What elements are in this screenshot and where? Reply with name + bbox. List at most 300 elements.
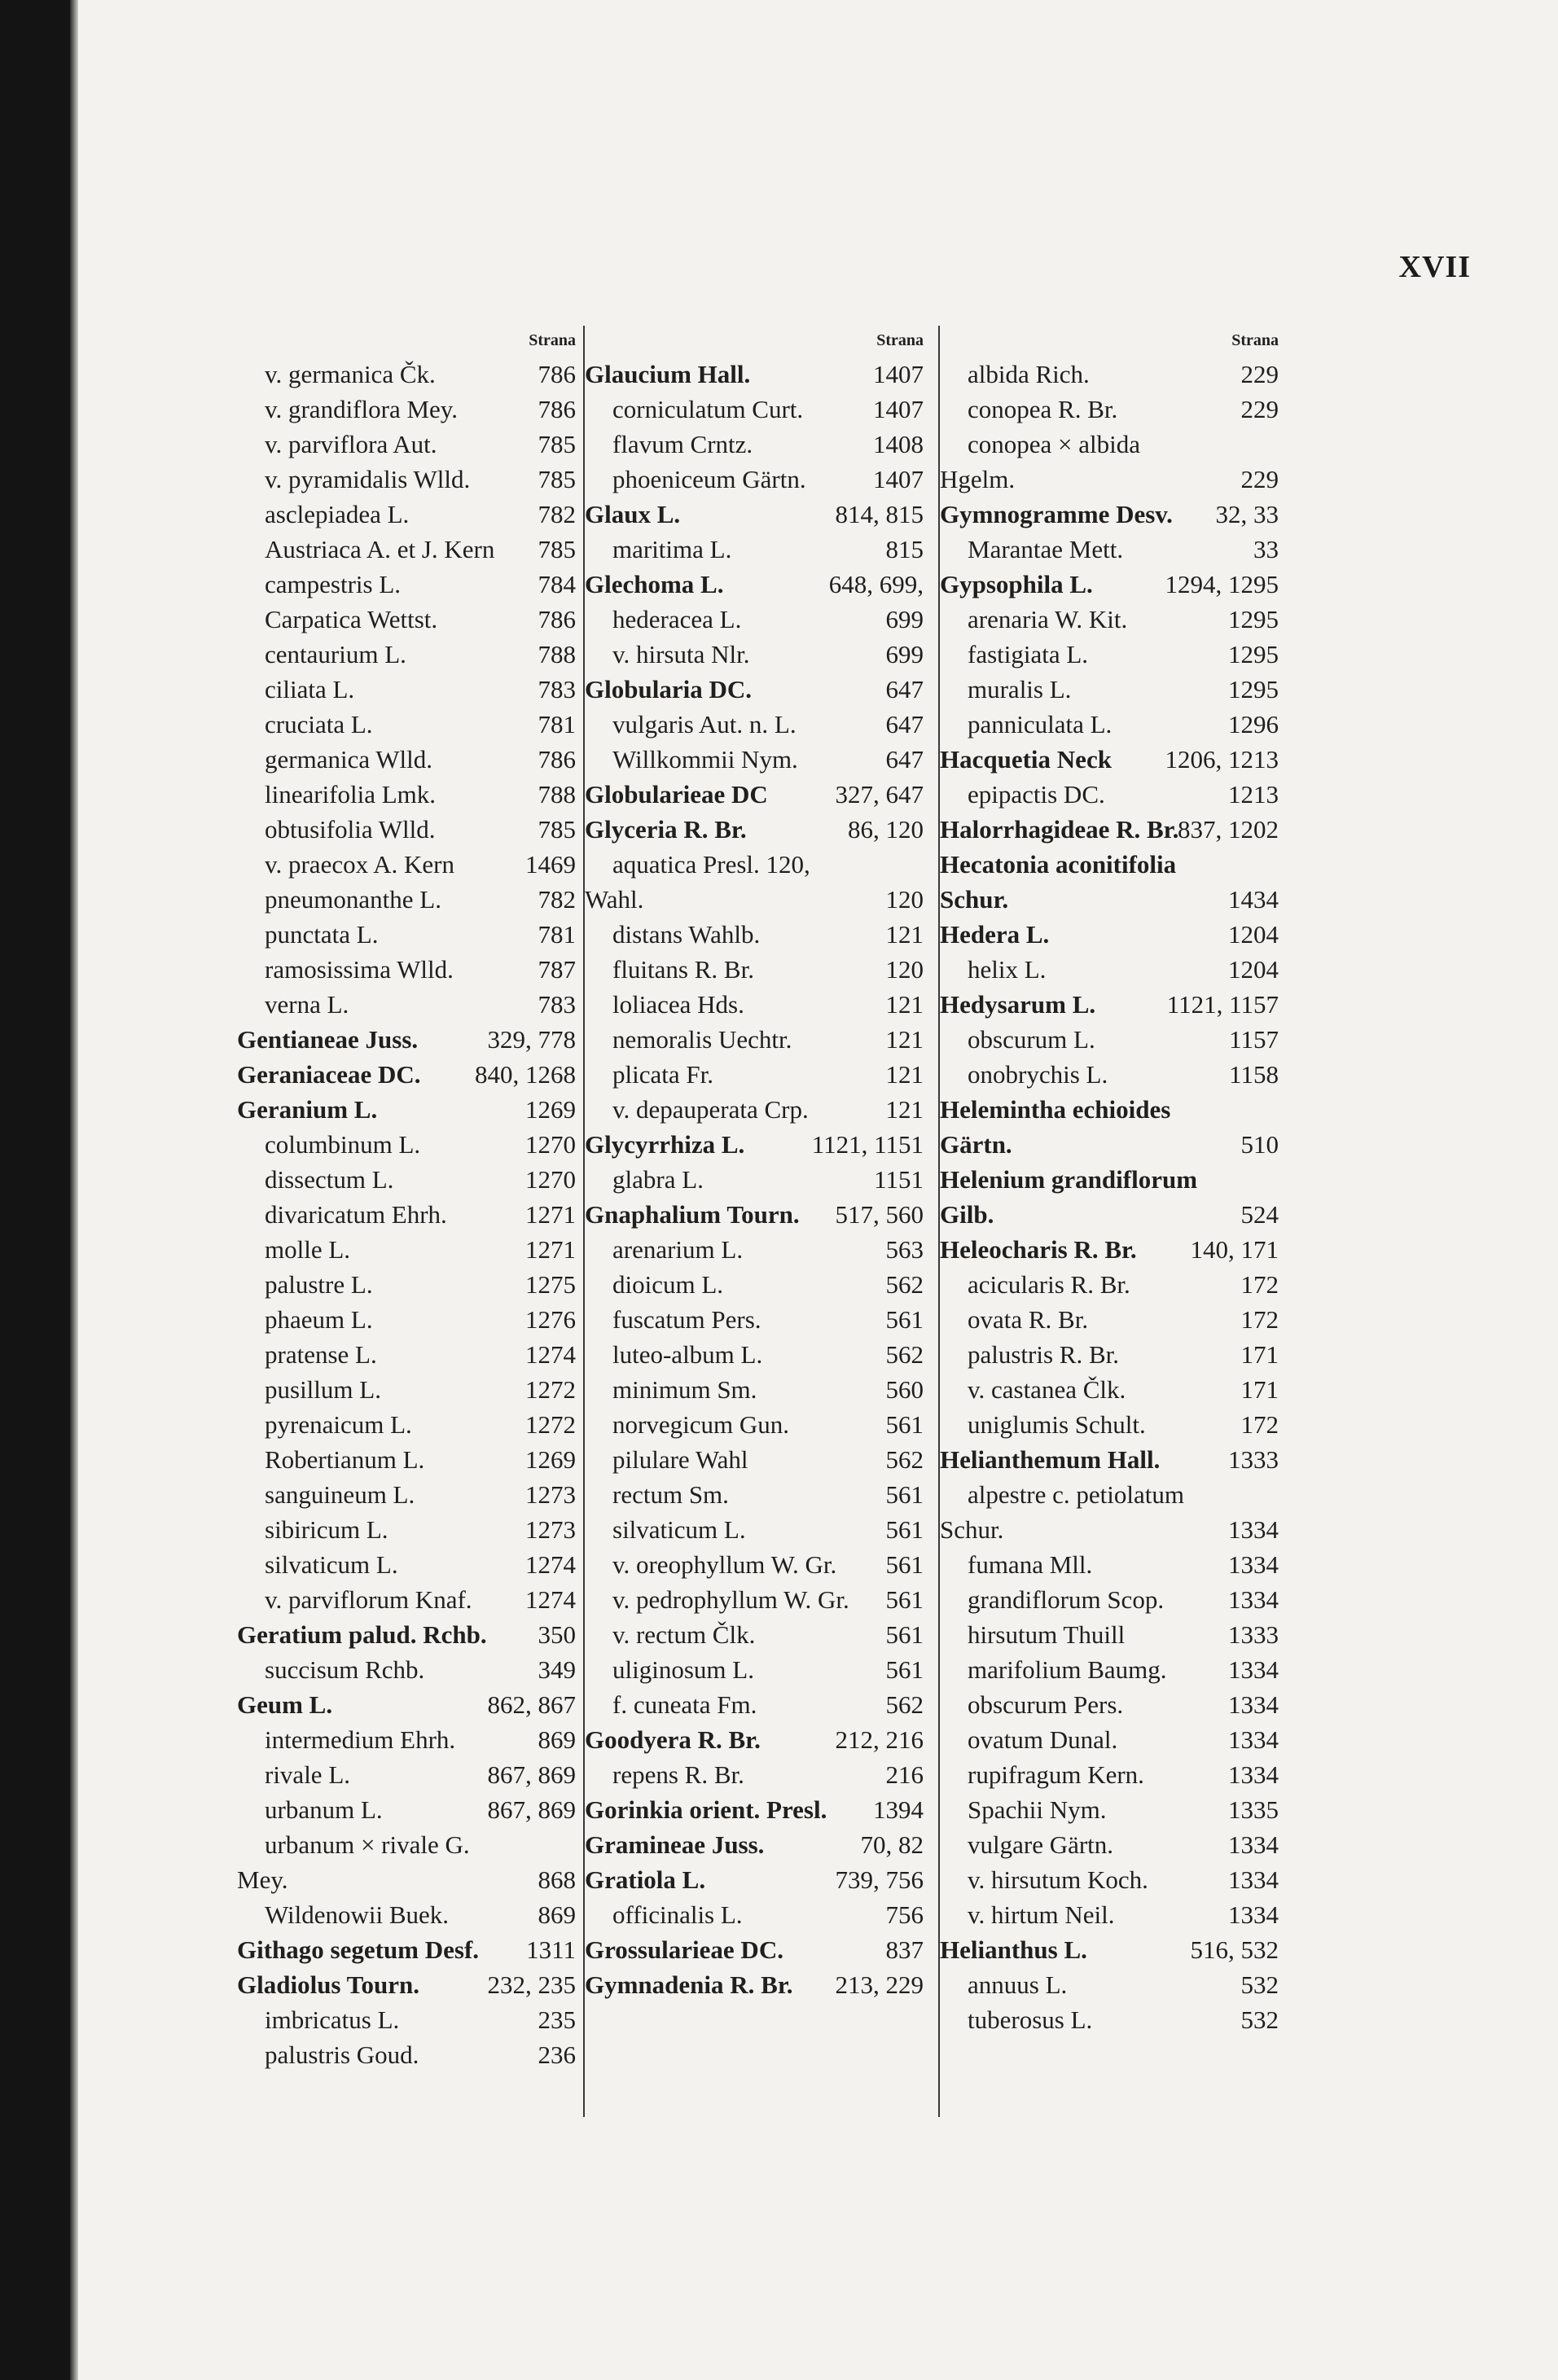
index-entry [585, 1477, 927, 1512]
entry-page-ref: 1273 [525, 1480, 576, 1509]
entry-name: norvegicum Gun. [612, 1410, 789, 1439]
index-entry [940, 777, 1282, 812]
entry-name: glabra L. [612, 1165, 704, 1194]
entry-name: maritima L. [612, 535, 732, 563]
index-entry-genus [237, 1092, 579, 1127]
index-entry-genus [237, 1617, 579, 1652]
index-entry [585, 637, 927, 672]
entry-name: urbanum L. [265, 1795, 383, 1824]
index-entry [237, 1477, 579, 1512]
entry-name: Gymnogramme Desv. [940, 500, 1173, 528]
index-entry [237, 847, 579, 882]
entry-page-ref: 647 [885, 745, 924, 774]
entry-name: Wildenowii Buek. [265, 1900, 450, 1929]
index-entry [940, 357, 1282, 392]
index-entry-genus [940, 1442, 1282, 1477]
entry-name: rivale L. [265, 1760, 351, 1789]
entry-page-ref: 120 [885, 885, 924, 914]
index-entry [237, 1337, 579, 1372]
index-entry [237, 1652, 579, 1687]
entry-name: Halorrhagideae R. Br. [940, 815, 1179, 844]
entry-page-ref: 1334 [1228, 1830, 1279, 1859]
entry-name: grandiflorum Scop. [968, 1585, 1165, 1614]
entry-name: panniculata L. [968, 710, 1113, 739]
entry-page-ref: 782 [538, 885, 576, 914]
index-entry [237, 1547, 579, 1582]
entry-page-ref: 213, 229 [835, 1970, 924, 1999]
entry-page-ref: 561 [885, 1305, 924, 1334]
entry-page-ref: 785 [538, 430, 576, 458]
index-entry [237, 917, 579, 952]
entry-page-ref: 786 [538, 395, 576, 423]
entry-page-ref: 1334 [1228, 1550, 1279, 1579]
entry-page-ref: 647 [885, 675, 924, 703]
entry-page-ref: 516, 532 [1190, 1935, 1279, 1964]
entry-name: rupifragum Kern. [968, 1760, 1144, 1789]
entry-name: arenarium L. [612, 1235, 744, 1264]
entry-name: urbanum × rivale G. Mey. [237, 1830, 470, 1894]
index-entry-genus [940, 987, 1282, 1022]
index-entry [585, 1022, 927, 1057]
entry-page-ref: 814, 815 [835, 500, 924, 528]
entry-page-ref: 350 [538, 1620, 576, 1649]
index-entry [585, 1407, 927, 1442]
entry-name: sibiricum L. [265, 1515, 388, 1544]
entry-page-ref: 327, 647 [835, 780, 924, 809]
entry-page-ref: 1434 [1228, 885, 1279, 914]
entry-name: v. grandiflora Mey. [265, 395, 459, 423]
scan-edge [70, 0, 78, 2380]
entry-page-ref: 563 [885, 1235, 924, 1264]
entry-name: Marantae Mett. [968, 535, 1124, 563]
index-entry-genus [585, 1862, 927, 1897]
entry-page-ref: 172 [1240, 1305, 1279, 1334]
index-entry [940, 602, 1282, 637]
entry-name: Gnaphalium Tourn. [585, 1200, 800, 1229]
entry-name: fluitans R. Br. [612, 955, 754, 984]
entry-name: Hedera L. [940, 920, 1050, 949]
entry-name: Helianthus L. [940, 1935, 1087, 1964]
entry-page-ref: 1270 [525, 1165, 576, 1194]
entry-name: obscurum L. [968, 1025, 1095, 1054]
index-entry [940, 1547, 1282, 1582]
entry-page-ref: 561 [885, 1480, 924, 1509]
index-entry [585, 1652, 927, 1687]
entry-page-ref: 1334 [1228, 1900, 1279, 1929]
entry-page-ref: 1334 [1228, 1515, 1279, 1544]
entry-name: aquatica Presl. 120, Wahl. [585, 850, 810, 914]
index-entry-genus [940, 812, 1282, 847]
entry-name: uniglumis Schult. [968, 1410, 1146, 1439]
entry-name: Globularia DC. [585, 675, 752, 703]
entry-page-ref: 172 [1240, 1410, 1279, 1439]
entry-name: Gramineae Juss. [585, 1830, 765, 1859]
index-entry [237, 1582, 579, 1617]
entry-page-ref: 1294, 1295 [1165, 570, 1279, 598]
index-entry [940, 1722, 1282, 1757]
entry-page-ref: 1295 [1228, 605, 1279, 633]
entry-name: hirsutum Thuill [968, 1620, 1126, 1649]
entry-page-ref: 562 [885, 1340, 924, 1369]
entry-name: columbinum L. [265, 1130, 421, 1159]
entry-name: pyrenaicum L. [265, 1410, 412, 1439]
entry-name: ovatum Dunal. [968, 1725, 1118, 1754]
entry-name: centaurium L. [265, 640, 406, 668]
index-entry [237, 1722, 579, 1757]
entry-page-ref: 236 [538, 2040, 576, 2069]
entry-name: sanguineum L. [265, 1480, 415, 1509]
index-entry [585, 462, 927, 497]
index-entry [237, 1407, 579, 1442]
entry-name: uliginosum L. [612, 1655, 754, 1684]
entry-page-ref: 648, 699, [828, 570, 924, 598]
entry-name: conopea × albida Hgelm. [940, 430, 1141, 493]
entry-name: palustris R. Br. [968, 1340, 1120, 1369]
entry-page-ref: 212, 216 [835, 1725, 924, 1754]
entry-page-ref: 867, 869 [487, 1795, 576, 1824]
entry-name: v. depauperata Crp. [612, 1095, 809, 1124]
entry-page-ref: 121 [885, 1095, 924, 1124]
entry-page-ref: 1204 [1228, 920, 1279, 949]
index-entry-genus [585, 1792, 927, 1827]
entry-page-ref: 869 [538, 1725, 576, 1754]
entry-page-ref: 235 [538, 2005, 576, 2034]
entry-page-ref: 232, 235 [487, 1970, 576, 1999]
entry-page-ref: 788 [538, 640, 576, 668]
index-entry [585, 917, 927, 952]
entry-name: albida Rich. [968, 360, 1090, 388]
entry-name: repens R. Br. [612, 1760, 744, 1789]
entry-page-ref: 782 [538, 500, 576, 528]
entry-name: conopea R. Br. [968, 395, 1118, 423]
index-entry [237, 1757, 579, 1792]
entry-name: luteo-album L. [612, 1340, 763, 1369]
entry-name: v. praecox A. Kern [265, 850, 454, 879]
index-entry [940, 1652, 1282, 1687]
entry-name: v. pedrophyllum W. Gr. [612, 1585, 849, 1614]
entry-page-ref: 1469 [525, 850, 576, 879]
entry-name: Grossularieae DC. [585, 1935, 783, 1964]
entry-page-ref: 788 [538, 780, 576, 809]
column-header: Strana [1231, 331, 1279, 349]
entry-name: Helemintha echioides Gärtn. [940, 1095, 1171, 1159]
entry-page-ref: 1275 [525, 1270, 576, 1299]
entry-page-ref: 1121, 1157 [1166, 990, 1279, 1019]
index-entry [585, 1302, 927, 1337]
index-entry-genus [585, 1967, 927, 2002]
entry-name: vulgare Gärtn. [968, 1830, 1114, 1859]
entry-name: Gorinkia orient. Presl. [585, 1795, 827, 1824]
entry-page-ref: 781 [538, 920, 576, 949]
entry-name: Glechoma L. [585, 570, 724, 598]
index-entry-genus [940, 917, 1282, 952]
entry-name: pusillum L. [265, 1375, 381, 1404]
entry-name: muralis L. [968, 675, 1072, 703]
entry-page-ref: 1334 [1228, 1865, 1279, 1894]
index-entry [585, 1057, 927, 1092]
entry-page-ref: 510 [1240, 1130, 1279, 1159]
index-entry-genus [585, 812, 927, 847]
entry-name: fumana Mll. [968, 1550, 1093, 1579]
index-entry [237, 392, 579, 427]
entry-page-ref: 229 [1240, 395, 1279, 423]
page-number: XVII [1398, 250, 1471, 284]
entry-page-ref: 783 [538, 990, 576, 1019]
index-entry [237, 742, 579, 777]
entry-name: v. rectum Člk. [612, 1620, 756, 1649]
column-header: Strana [529, 331, 576, 349]
entry-name: Helianthemum Hall. [940, 1445, 1161, 1474]
index-entry [585, 602, 927, 637]
entry-page-ref: 1334 [1228, 1585, 1279, 1614]
entry-page-ref: 532 [1240, 2005, 1279, 2034]
index-entry [585, 847, 927, 917]
entry-name: minimum Sm. [612, 1375, 757, 1404]
entry-name: dissectum L. [265, 1165, 394, 1194]
entry-page-ref: 1334 [1228, 1655, 1279, 1684]
entry-page-ref: 1273 [525, 1515, 576, 1544]
entry-page-ref: 1334 [1228, 1690, 1279, 1719]
index-entry [940, 1022, 1282, 1057]
entry-page-ref: 1204 [1228, 955, 1279, 984]
entry-page-ref: 229 [1240, 465, 1279, 493]
entry-page-ref: 121 [885, 990, 924, 1019]
index-entry [940, 1862, 1282, 1897]
index-entry [940, 427, 1282, 497]
entry-page-ref: 1407 [873, 465, 924, 493]
index-entry [237, 2037, 579, 2072]
index-entry [940, 1897, 1282, 1932]
index-entry-genus [585, 1827, 927, 1862]
entry-name: Spachii Nym. [968, 1795, 1107, 1824]
entry-name: dioicum L. [612, 1270, 724, 1299]
entry-page-ref: 1276 [525, 1305, 576, 1334]
entry-page-ref: 1296 [1228, 710, 1279, 739]
entry-page-ref: 867, 869 [487, 1760, 576, 1789]
entry-name: tuberosus L. [968, 2005, 1093, 2034]
index-entry [237, 987, 579, 1022]
index-entry-genus [585, 1197, 927, 1232]
entry-page-ref: 1158 [1229, 1060, 1279, 1089]
entry-page-ref: 140, 171 [1190, 1235, 1279, 1264]
entry-name: loliacea Hds. [612, 990, 744, 1019]
entry-name: Globularieae DC [585, 780, 768, 809]
entry-page-ref: 349 [538, 1655, 576, 1684]
index-entry [237, 1127, 579, 1162]
entry-page-ref: 784 [538, 570, 576, 598]
index-entry-genus [585, 357, 927, 392]
entry-page-ref: 561 [885, 1620, 924, 1649]
index-entry-genus [237, 1932, 579, 1967]
entry-name: Hedysarum L. [940, 990, 1096, 1019]
index-entry [940, 672, 1282, 707]
entry-page-ref: 121 [885, 1025, 924, 1054]
entry-page-ref: 70, 82 [860, 1830, 924, 1859]
entry-list [585, 357, 927, 2002]
index-entry [585, 1582, 927, 1617]
entry-page-ref: 781 [538, 710, 576, 739]
entry-name: Helenium grandiflorum Gilb. [940, 1165, 1198, 1229]
entry-page-ref: 1311 [526, 1935, 576, 1964]
entry-page-ref: 524 [1240, 1200, 1279, 1229]
entry-name: ramosissima Wlld. [265, 955, 454, 984]
index-entry-genus [940, 1162, 1282, 1232]
entry-page-ref: 785 [538, 465, 576, 493]
entry-name: onobrychis L. [968, 1060, 1108, 1089]
entry-page-ref: 329, 778 [487, 1025, 576, 1054]
index-entry [237, 1897, 579, 1932]
entry-name: palustris Goud. [265, 2040, 419, 2069]
entry-name: succisum Rchb. [265, 1655, 425, 1684]
entry-page-ref: 837, 1202 [1178, 815, 1279, 844]
entry-page-ref: 699 [885, 640, 924, 668]
index-column-3 [940, 324, 1282, 2037]
scanned-page [70, 0, 1558, 2380]
index-entry [585, 532, 927, 567]
index-entry [940, 1372, 1282, 1407]
entry-page-ref: 647 [885, 710, 924, 739]
index-entry [237, 1827, 579, 1897]
entry-page-ref: 815 [885, 535, 924, 563]
entry-name: Githago segetum Desf. [237, 1935, 480, 1964]
entry-name: Glyceria R. Br. [585, 815, 747, 844]
index-entry [237, 1267, 579, 1302]
entry-page-ref: 785 [538, 815, 576, 844]
entry-name: Geraniaceae DC. [237, 1060, 421, 1089]
index-entry [940, 1757, 1282, 1792]
entry-page-ref: 1274 [525, 1340, 576, 1369]
entry-name: Hacquetia Neck [940, 745, 1112, 774]
entry-name: v. parviflora Aut. [265, 430, 437, 458]
index-entry [237, 707, 579, 742]
entry-name: obscurum Pers. [968, 1690, 1124, 1719]
entry-name: v. pyramidalis Wlld. [265, 465, 471, 493]
entry-name: fastigiata L. [968, 640, 1089, 668]
entry-page-ref: 32, 33 [1215, 500, 1279, 528]
entry-name: officinalis L. [612, 1900, 743, 1929]
entry-page-ref: 786 [538, 745, 576, 774]
entry-name: Gladiolus Tourn. [237, 1970, 420, 1999]
index-entry [237, 602, 579, 637]
entry-page-ref: 1157 [1229, 1025, 1279, 1054]
index-entry-genus [237, 1022, 579, 1057]
entry-page-ref: 1271 [525, 1200, 576, 1229]
index-entry [237, 462, 579, 497]
index-entry [940, 1582, 1282, 1617]
index-entry-genus [940, 847, 1282, 917]
entry-page-ref: 86, 120 [848, 815, 924, 844]
entry-page-ref: 1272 [525, 1375, 576, 1404]
entry-name: Glycyrrhiza L. [585, 1130, 745, 1159]
entry-name: v. oreophyllum W. Gr. [612, 1550, 837, 1579]
entry-page-ref: 562 [885, 1445, 924, 1474]
index-entry [585, 1687, 927, 1722]
index-entry [940, 2002, 1282, 2037]
entry-page-ref: 1151 [874, 1165, 924, 1194]
entry-page-ref: 787 [538, 955, 576, 984]
entry-page-ref: 561 [885, 1585, 924, 1614]
entry-name: Goodyera R. Br. [585, 1725, 761, 1754]
index-entry [585, 1757, 927, 1792]
entry-page-ref: 862, 867 [487, 1690, 576, 1719]
entry-name: Austriaca A. et J. Kern [265, 535, 495, 563]
index-entry [585, 1337, 927, 1372]
entry-name: plicata Fr. [612, 1060, 713, 1089]
index-entry [237, 1512, 579, 1547]
entry-name: imbricatus L. [265, 2005, 400, 2034]
entry-page-ref: 1335 [1228, 1795, 1279, 1824]
entry-name: vulgaris Aut. n. L. [612, 710, 797, 739]
entry-name: punctata L. [265, 920, 379, 949]
entry-page-ref: 561 [885, 1515, 924, 1544]
entry-page-ref: 1394 [873, 1795, 924, 1824]
entry-list [940, 357, 1282, 2037]
index-column-1 [237, 324, 579, 2072]
entry-page-ref: 1407 [873, 395, 924, 423]
index-entry [237, 882, 579, 917]
entry-name: obtusifolia Wlld. [265, 815, 436, 844]
index-column-2 [585, 324, 927, 2002]
entry-page-ref: 699 [885, 605, 924, 633]
column-header: Strana [876, 331, 924, 349]
index-entry [237, 1162, 579, 1197]
entry-name: Gentianeae Juss. [237, 1025, 419, 1054]
entry-page-ref: 1333 [1228, 1620, 1279, 1649]
entry-name: helix L. [968, 955, 1047, 984]
index-entry [237, 1232, 579, 1267]
index-entry-genus [585, 1932, 927, 1967]
index-entry [237, 672, 579, 707]
index-entry [940, 1057, 1282, 1092]
entry-name: Willkommii Nym. [612, 745, 798, 774]
entry-page-ref: 33 [1253, 535, 1279, 563]
entry-page-ref: 229 [1240, 360, 1279, 388]
index-entry [585, 987, 927, 1022]
entry-page-ref: 786 [538, 360, 576, 388]
entry-page-ref: 121 [885, 1060, 924, 1089]
index-entry [940, 532, 1282, 567]
index-entry [237, 497, 579, 532]
index-entry [585, 707, 927, 742]
index-entry-genus [940, 1932, 1282, 1967]
entry-page-ref: 783 [538, 675, 576, 703]
index-entry [585, 1512, 927, 1547]
entry-page-ref: 1333 [1228, 1445, 1279, 1474]
entry-name: Carpatica Wettst. [265, 605, 438, 633]
entry-page-ref: 756 [885, 1900, 924, 1929]
entry-name: v. hirsuta Nlr. [612, 640, 750, 668]
index-entry [585, 1092, 927, 1127]
entry-page-ref: 171 [1240, 1340, 1279, 1369]
index-entry [940, 392, 1282, 427]
entry-name: rectum Sm. [612, 1480, 729, 1509]
index-entry-genus [585, 672, 927, 707]
entry-name: annuus L. [968, 1970, 1068, 1999]
index-entry [940, 1687, 1282, 1722]
index-entry [940, 1337, 1282, 1372]
entry-page-ref: 868 [538, 1865, 576, 1894]
entry-name: v. parviflorum Knaf. [265, 1585, 472, 1614]
entry-name: arenaria W. Kit. [968, 605, 1128, 633]
index-entry [237, 1197, 579, 1232]
index-entry [237, 1792, 579, 1827]
entry-page-ref: 171 [1240, 1375, 1279, 1404]
index-entry-genus [585, 497, 927, 532]
index-entry [940, 707, 1282, 742]
entry-name: v. germanica Čk. [265, 360, 436, 388]
entry-name: divaricatum Ehrh. [265, 1200, 447, 1229]
entry-name: Gratiola L. [585, 1865, 706, 1894]
